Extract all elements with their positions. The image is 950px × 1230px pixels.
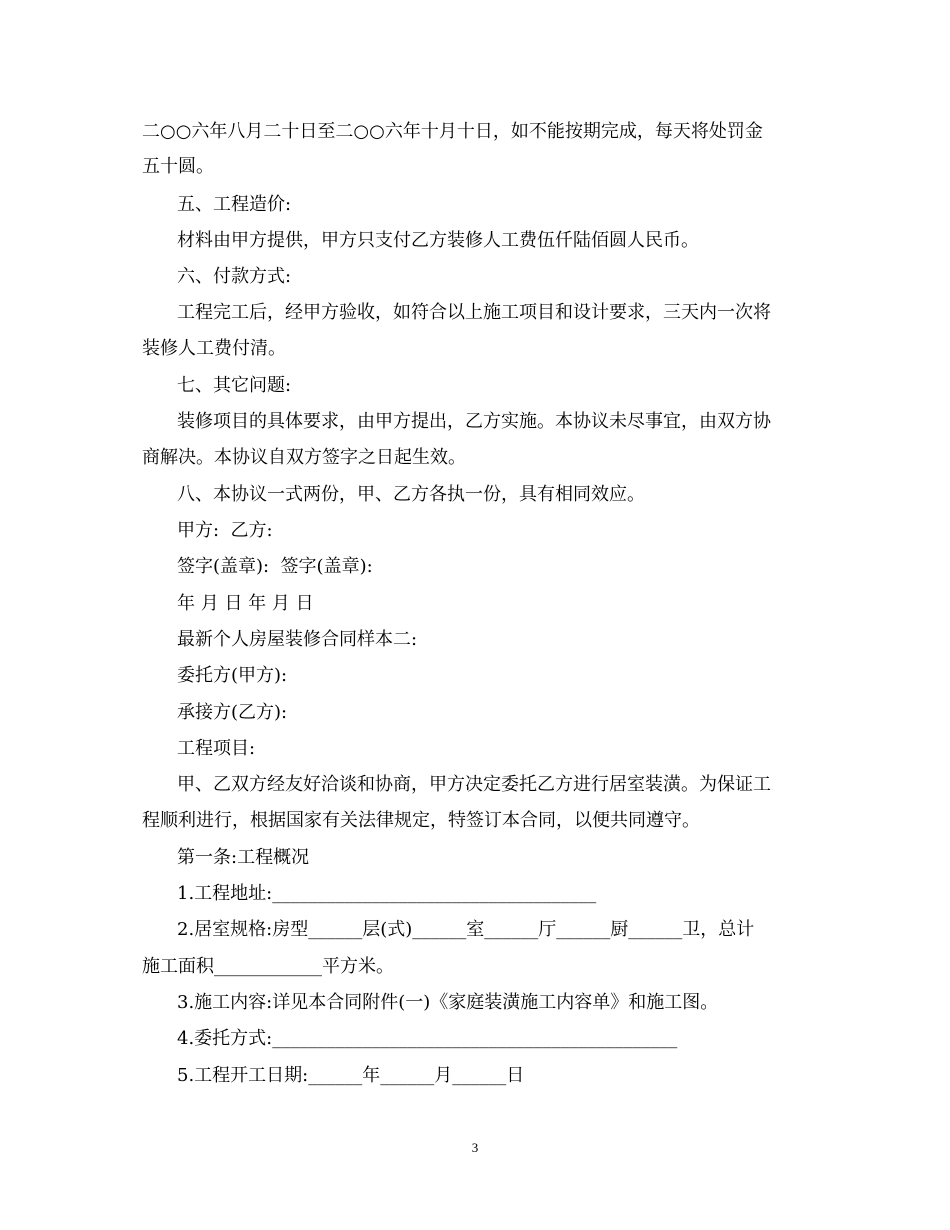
section-heading: 七、其它问题: [177,375,292,396]
paragraph-line: 程顺利进行，根据国家有关法律规定，特签订本合同，以便共同遵守。 [142,810,700,831]
party-line: 甲方: 乙方: [177,520,273,541]
paragraph-line: 二○○六年八月二十日至二○○六年十月十日，如不能按期完成，每天将处罚金 [142,121,763,142]
paragraph-line: 五十圆。 [142,156,214,177]
section-heading: 五、工程造价: [177,194,292,215]
paragraph-line: 3.施工内容:详见本合同附件(一)《家庭装潢施工内容单》和施工图。 [177,992,719,1013]
paragraph-line: 商解决。本协议自双方签字之日起生效。 [142,447,466,468]
field-line: 4.委托方式:_____________________________________________ [177,1028,678,1049]
paragraph-line: 装修项目的具体要求，由甲方提出，乙方实施。本协议未尽事宜，由双方协 [177,411,771,432]
section-heading: 六、付款方式: [177,266,292,287]
signature-line: 签字(盖章): 签字(盖章): [177,556,373,577]
subtitle-line: 最新个人房屋装修合同样本二: [177,629,418,650]
field-line: 5.工程开工日期:______年______月______日 [177,1065,525,1086]
paragraph-line: 甲、乙双方经友好洽谈和协商，甲方决定委托乙方进行居室装潢。为保证工 [177,774,771,795]
paragraph-line: 装修人工费付清。 [142,338,286,359]
paragraph-line: 材料由甲方提供，甲方只支付乙方装修人工费伍仟陆佰圆人民币。 [177,230,699,251]
page-number: 3 [471,1140,479,1155]
paragraph-line: 八、本协议一式两份，甲、乙方各执一份，具有相同效应。 [177,484,645,505]
field-line: 2.居室规格:房型______层(式)______室______厅______厨______卫，总计 [177,919,755,940]
field-line: 施工面积____________平方米。 [142,956,394,977]
section-heading: 第一条:工程概况 [177,847,310,868]
field-line: 工程项目: [177,738,256,759]
date-line: 年 月 日 年 月 日 [177,593,314,614]
field-line: 1.工程地址:____________________________________ [177,883,597,904]
party-line: 承接方(乙方): [177,702,288,723]
paragraph-line: 工程完工后，经甲方验收，如符合以上施工项目和设计要求，三天内一次将 [177,302,771,323]
party-line: 委托方(甲方): [177,665,288,686]
